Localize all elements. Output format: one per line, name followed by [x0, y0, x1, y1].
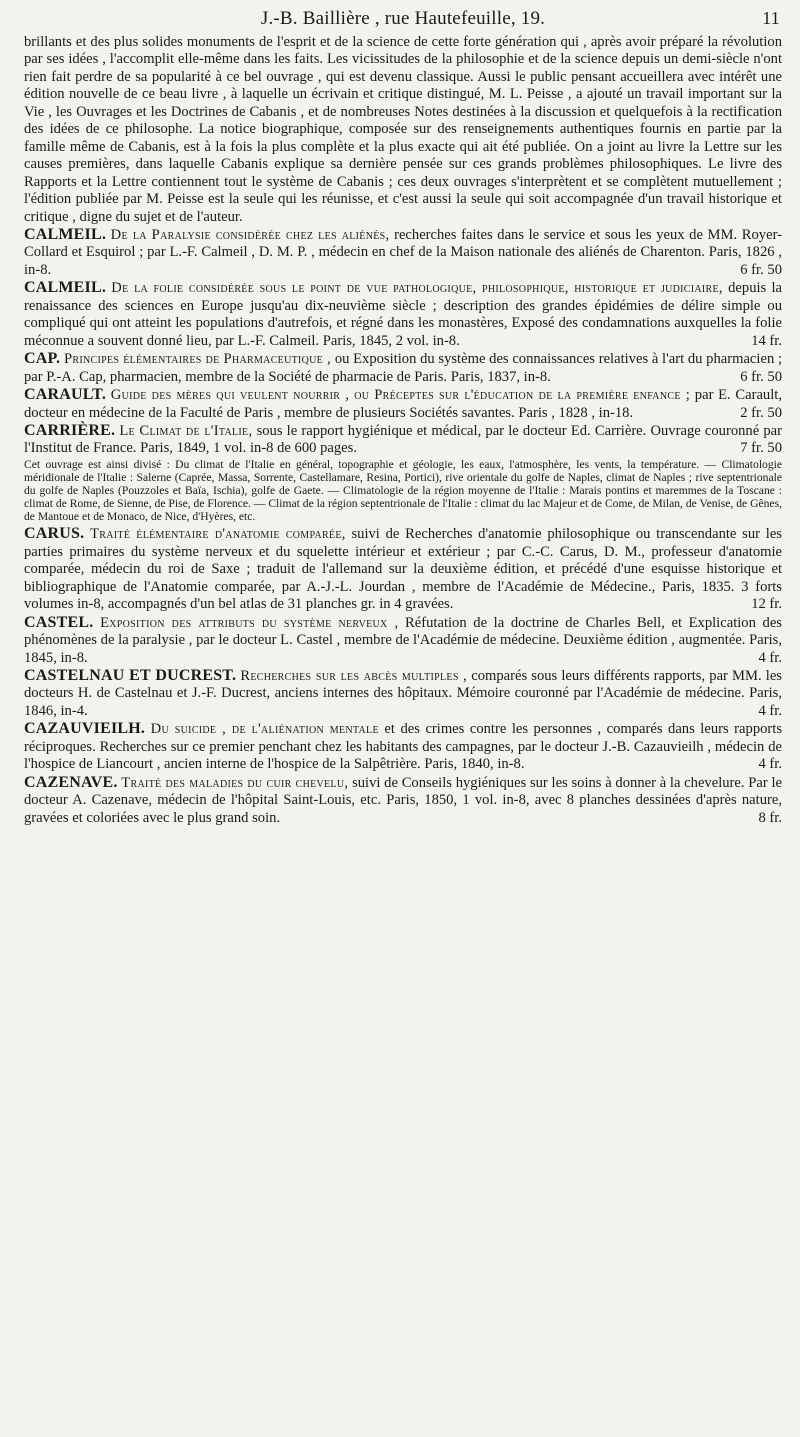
catalog-entry — [24, 720, 782, 773]
entry-price: 4 fr. — [758, 649, 782, 666]
entry-description: sous le rapport hygiénique et médical, par le docteur Ed. Carrière. Ouvrage couronné par l'Institut de France. Paris, 1849, 1 vol. in-8 de 600 pages. — [24, 422, 782, 457]
entry-description: ou Exposition du système des connaissances relatives à l'art du pharmacien ; par P.-A. Cap, pharmacien, membre de la Société de pharmacie de Paris. Paris, 1837, in-8. — [24, 351, 783, 385]
entry-price: 14 fr. — [751, 332, 782, 349]
entry-description: Réfutation de la doctrine de Charles Bell, et Explication des phénomènes de la paralysie , par le docteur L. Castel , membre de l'Académie de médecine. Deuxième édition , augmentée. Paris, 1845, in-8. — [24, 614, 782, 666]
entry-description: comparés sous leurs différents rapports, par MM. les docteurs H. de Castelnau et J.-F. Ducrest, anciens internes des hôpitaux. Mémoire couronné par l'Académie de médecine. Paris, 1846, in-4. — [24, 668, 782, 719]
entry-price: 4 fr. — [758, 702, 782, 719]
entry-title: Recherches sur les abcès multiples , — [240, 668, 468, 685]
entry-note: Cet ouvrage est ainsi divisé : Du climat de l'Italie en général, topographie et géologie, les eaux, l'atmosphère, les vents, la température. — Climatologie méridionale de l'Italie : Salerne (Caprée, Massa, Sorrente, Castellamare, Resina, Portici), rive orientale du golfe de Naples, climat de Naples ; rive septentrionale du golfe de Naples (Pouzzoles et Baïa, Ischia), golfe de Gaete. — Climatologie de la région moyenne de l'Italie : Marais pontins et maremmes de la Toscane : climat de Rome, de Sienne, de Pise, de Florence. — Climat de la région septentrionale de l'Italie : climat du lac Majeur et de Come, de Milan, de Venise, de Gênes, de Mantoue et de Monaco, de Nice, d'Hyères, etc. — [24, 457, 782, 523]
entry-description: depuis la renaissance des sciences en Europe jusqu'au dix-neuvième siècle ; description des grandes épidémies de délire simple ou compliqué qui ont atteint les populations d'autrefois, et régné dans les monastères, Exposé des condamnations auxquelles la folie méconnue a souvent donné lieu, par L.-F. Calmeil. Paris, 1845, 2 vol. in-8. — [24, 280, 782, 349]
catalog-entry — [24, 279, 782, 350]
catalog-entry — [24, 422, 782, 458]
page-number: 11 — [762, 8, 780, 28]
entry-title: Guide des mères qui veulent nourrir , ou Préceptes sur l'éducation de la première enfance ; — [110, 387, 691, 404]
catalog-entry — [24, 386, 782, 422]
catalog-entry — [24, 614, 782, 667]
entry-author: CALMEIL. — [24, 225, 107, 243]
entry-price: 6 fr. 50 — [740, 368, 782, 385]
entry-title: Du suicide , de l'aliénation mentale — [150, 721, 379, 738]
running-head-text: J.-B. Baillière , rue Hautefeuille, 19. — [260, 8, 546, 29]
entry-title: Le Climat de l'Italie, — [119, 422, 253, 439]
catalog-entry — [24, 525, 782, 613]
entry-description: suivi de Recherches d'anatomie philosophique ou transcendante sur les parties primaires du système nerveux et du squelette intérieur et extérieur ; par C.-C. Carus, D. M., professeur d'anatomie comparée, médecin du roi de Saxe ; traduit de l'allemand sur la deuxième édition, et précédé d'une esquisse historique et bibliographique de l'Anatomie comparée, par A.-J.-L. Jourdan , membre de l'Académie de Médecine., Paris, 1835. 3 forts volumes in-8, accompagnés d'un bel atlas de 31 planches gr. in 4 gravées. — [24, 526, 782, 613]
entry-title: De la folie considérée sous le point de vue pathologique, philosophique, historique et judiciaire, — [111, 280, 723, 297]
catalog-entry — [24, 226, 782, 279]
entry-price: 4 fr. — [758, 756, 782, 773]
catalog-entry — [24, 774, 782, 827]
entry-description: suivi de Conseils hygiéniques sur les soins à donner à la chevelure. Par le docteur A. Cazenave, médecin de l'hôpital Saint-Louis, etc. Paris, 1850, 1 vol. in-8, avec 8 planches dessinées d'après nature, gravées et coloriées avec le plus grand soin. — [24, 774, 782, 826]
entry-price: 12 fr. — [751, 596, 782, 613]
entry-price: 6 fr. 50 — [740, 261, 782, 278]
entry-author: CASTELNAU ET DUCREST. — [24, 667, 237, 685]
entry-author: CARUS. — [24, 525, 85, 543]
catalog-entry — [24, 667, 782, 720]
catalog-entry — [24, 350, 782, 386]
entry-author: CALMEIL. — [24, 279, 107, 297]
entry-description: recherches faites dans le service et sous les yeux de MM. Royer-Collard et Esquirol ; par L.-F. Calmeil , D. M. P. , médecin en chef de la Maison nationale des aliénés de Charenton. Paris, 1826 , in-8. — [24, 226, 782, 278]
entry-author: CAP. — [24, 350, 61, 368]
entry-description: et des crimes contre les personnes , comparés dans leurs rapports réciproques. Recherches sur ce premier penchant chez les habitants des campagnes, par le docteur J.-B. Cazauvieilh , médecin de l'hospice de Liancourt , ancien interne de l'hospice de la Salpêtrière. Paris, 1840, in-8. — [24, 721, 783, 773]
entry-author: CARAULT. — [24, 386, 107, 404]
entry-author: CAZENAVE. — [24, 773, 118, 791]
running-head — [24, 6, 782, 32]
entry-author: CARRIÈRE. — [24, 421, 116, 439]
entry-title: Traité élémentaire d'anatomie comparée, — [90, 526, 346, 543]
entry-author: CASTEL. — [24, 613, 94, 631]
entry-price: 2 fr. 50 — [740, 404, 782, 421]
entry-title: Traité des maladies du cuir chevelu, — [121, 774, 349, 791]
entry-title: Exposition des attributs du système nerveux , — [100, 614, 399, 631]
entry-description: par E. Carault, docteur en médecine de la Faculté de Paris , membre de plusieurs Sociétés savantes. Paris , 1828 , in-18. — [24, 387, 782, 421]
entry-price: 7 fr. 50 — [740, 440, 782, 457]
catalog-text — [24, 34, 782, 827]
entry-title: Principes élémentaires de Pharmaceutique , — [63, 351, 332, 368]
entry-author: CAZAUVIEILH. — [24, 720, 146, 738]
entry-title: De la Paralysie considérée chez les aliénés, — [110, 226, 390, 243]
continuation-paragraph: brillants et des plus solides monuments de l'esprit et de la science de cette forte génération qui , après avoir préparé la révolution par ses idées , l'accomplit elle-même dans les faits. Les vicissitudes de la philosophie et de la science depuis un demi-siècle n'ont rien fait perdre de sa popularité à ce bel ouvrage , qui est devenu classique. Aussi le public pensant accueillera avec intérêt une édition nouvelle de ce beau livre , à laquelle un écrivain et critique distingué, M. L. Peisse , a ajouté un travail important sur la Vie , les Ouvrages et les Doctrines de Cabanis , et de nombreuses Notes destinées à la discussion et quelquefois à la rectification des idées de ce philosophe. La notice biographique, composée sur des renseignements authentiques fournis en partie par la famille même de Cabanis, est à la fois la plus complète et la plus exacte qui ait été publiée. On a joint au livre la Lettre sur les causes premières, dans laquelle Cabanis explique sa dernière pensée sur ces grands problèmes philosophiques. Le livre des Rapports et la Lettre contiennent tout le système de Cabanis ; ces deux ouvrages s'interprètent et se complètent mutuellement ; l'édition publiée par M. Peisse est la seule qui les réunisse, et c'est aussi la seule qui soit accompagnée d'un travail historique et critique , digne du sujet et de l'auteur. — [24, 34, 782, 225]
entry-price: 8 fr. — [758, 809, 782, 826]
